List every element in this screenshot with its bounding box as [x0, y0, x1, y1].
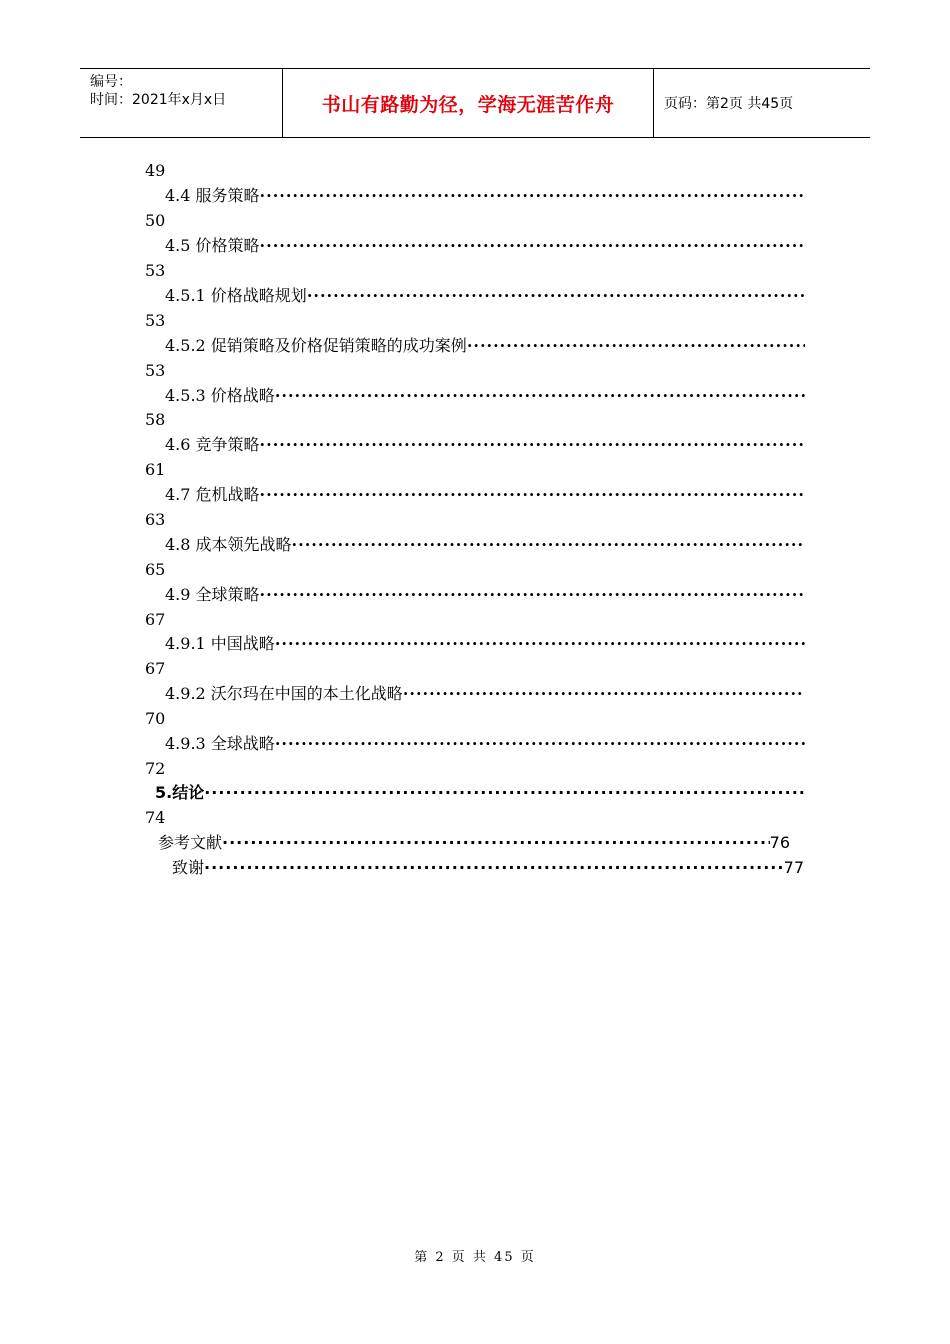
time-label: 时间：2021年x月x日: [90, 92, 227, 108]
toc-page-number: 67: [145, 610, 166, 629]
dot-leader: [275, 634, 805, 654]
toc-entry-label: 参考文献: [158, 833, 223, 852]
toc-entry[interactable]: [165, 186, 805, 206]
toc-page-number: 65: [145, 560, 166, 579]
toc-entry[interactable]: [165, 485, 805, 505]
footer-page-text: 第 2 页 共 45 页: [414, 1250, 536, 1265]
header-motto-cell: [282, 69, 654, 137]
toc-entry-label: 4.5.2 促销策略及价格促销策略的成功案例: [165, 336, 467, 355]
page-header: [80, 68, 870, 138]
dot-leader: [222, 833, 770, 853]
toc-page-number: 50: [145, 211, 166, 230]
toc-entry[interactable]: [165, 734, 805, 754]
toc-entry[interactable]: [155, 783, 805, 803]
toc-page-number: 67: [145, 659, 166, 678]
toc-entry-label: 4.9 全球策略: [165, 585, 260, 604]
toc-page-number: 49: [145, 161, 166, 180]
dot-leader: [260, 485, 805, 505]
toc-entry-label: 4.7 危机战略: [165, 485, 260, 504]
dot-leader: [260, 435, 805, 455]
toc-entry-label: 4.9.2 沃尔玛在中国的本土化战略: [165, 684, 403, 703]
toc-page-number: 77: [783, 858, 804, 877]
dot-leader: [467, 336, 805, 356]
toc-page-number: 53: [145, 261, 166, 280]
toc-entry[interactable]: [165, 236, 805, 256]
toc-page-number: 53: [145, 361, 166, 380]
toc-entry[interactable]: [165, 286, 805, 306]
toc-entry[interactable]: [165, 386, 805, 406]
toc-entry-label: 致谢: [172, 858, 205, 877]
toc-entry-label: 4.8 成本领先战略: [165, 535, 292, 554]
toc-entry-label: 4.6 竞争策略: [165, 435, 260, 454]
dot-leader: [275, 386, 805, 406]
toc-entry-thanks[interactable]: [172, 858, 804, 878]
dot-leader: [204, 783, 805, 803]
toc-page-number: 74: [145, 808, 166, 827]
toc-entry-label: 5.结论: [155, 783, 205, 802]
toc-entry[interactable]: [165, 585, 805, 605]
toc-page-number: 58: [145, 410, 166, 429]
page-info: 页码：第2页 共45页: [664, 96, 794, 112]
toc-page-number: 76: [769, 833, 790, 852]
dot-leader: [204, 858, 784, 878]
motto: 书山有路勤为径，学海无涯苦作舟: [321, 93, 615, 116]
dot-leader: [260, 236, 805, 256]
dot-leader: [292, 535, 805, 555]
dot-leader: [260, 585, 805, 605]
toc-entry[interactable]: [165, 634, 805, 654]
header-meta: [80, 69, 282, 137]
toc-page-number: 61: [145, 460, 166, 479]
dot-leader: [307, 286, 805, 306]
toc-page-number: 70: [145, 709, 166, 728]
toc-entry-label: 4.9.1 中国战略: [165, 634, 275, 653]
toc-entry[interactable]: [165, 535, 805, 555]
toc-entry-label: 4.4 服务策略: [165, 186, 260, 205]
toc-entry-label: 4.5 价格策略: [165, 236, 260, 255]
header-page-info-cell: [654, 69, 870, 137]
dot-leader: [260, 186, 805, 206]
toc-entry[interactable]: [165, 684, 805, 704]
toc-entry-label: 4.5.1 价格战略规划: [165, 286, 307, 305]
toc-page-number: 53: [145, 311, 166, 330]
toc-entry-label: 4.5.3 价格战略: [165, 386, 275, 405]
toc-entry[interactable]: [165, 435, 805, 455]
toc-entry-label: 4.9.3 全球战略: [165, 734, 275, 753]
dot-leader: [403, 684, 805, 704]
toc-page-number: 63: [145, 510, 166, 529]
toc-entry[interactable]: [165, 336, 805, 356]
dot-leader: [275, 734, 805, 754]
toc-page-number: 72: [145, 759, 166, 778]
toc-entry-references[interactable]: [158, 833, 790, 853]
page-footer: [0, 1246, 950, 1265]
number-label: 编号：: [90, 74, 132, 90]
